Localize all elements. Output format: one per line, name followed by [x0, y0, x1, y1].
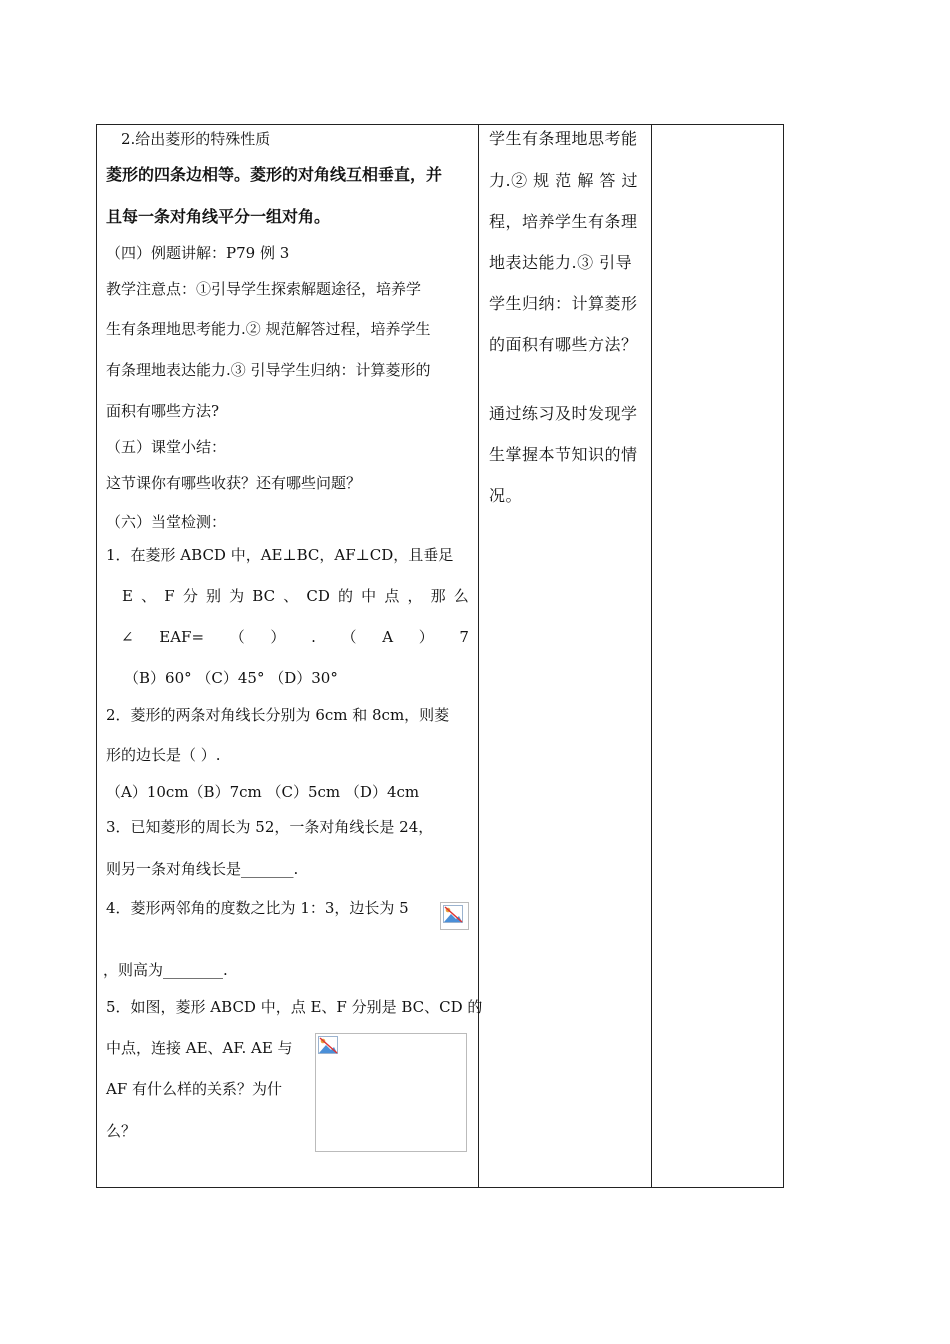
- notes-cell-empty: [652, 125, 783, 1187]
- q1-token: F: [164, 587, 175, 605]
- q1-token: A: [382, 628, 394, 646]
- q1-token: 别: [205, 587, 221, 605]
- q1-token: CD: [306, 587, 330, 605]
- intent-line: 学生有条理地思考能: [489, 129, 638, 148]
- intent-line: 地表达能力.③ 引导: [489, 253, 633, 272]
- rhombus-property-line2: 且每一条对角线平分一组对角。: [106, 207, 331, 226]
- question1-line3: [121, 627, 469, 647]
- q1-token: 中: [361, 587, 377, 605]
- q1-token: 分: [182, 587, 198, 605]
- q1-token: 点: [384, 587, 400, 605]
- item2-heading: 2.给出菱形的特殊性质: [121, 130, 271, 148]
- q1-token: ，: [407, 587, 423, 605]
- q1-token: E: [122, 587, 133, 605]
- main-content-cell: [97, 125, 483, 1187]
- rhombus-property-line1: 菱形的四条边相等。菱形的对角线互相垂直，并: [106, 165, 443, 184]
- rhombus-figure-image: [315, 1033, 467, 1152]
- question2-line1: 2．菱形的两条对角线长分别为 6cm 和 8cm，则菱: [106, 706, 450, 724]
- teaching-notes-line1: 教学注意点：①引导学生探索解题途径，培养学: [106, 280, 422, 298]
- question2-options: （A）10cm（B）7cm （C）5cm （D）4cm: [106, 783, 420, 801]
- lesson-plan-table: [96, 124, 784, 1188]
- test-heading: （六）当堂检测：: [106, 513, 227, 531]
- q1-token: ）: [270, 628, 286, 646]
- q1-token: 为: [229, 587, 245, 605]
- q1-token: （: [341, 628, 357, 646]
- question2-line2: 形的边长是（ ）.: [106, 746, 221, 764]
- question3-line2: 则另一条对角线长是_______.: [106, 860, 299, 878]
- intent-line: 通过练习及时发现学: [489, 404, 638, 423]
- question5-line4: 么？: [106, 1122, 137, 1140]
- example-heading: （四）例题讲解：P79 例 3: [106, 244, 290, 262]
- q1-token: .: [311, 628, 316, 646]
- intent-line: 力.② 规 范 解 答 过: [489, 171, 639, 190]
- q1-token: 那: [430, 587, 446, 605]
- intent-line: 的面积有哪些方法？: [489, 335, 638, 354]
- teaching-notes-line3: 有条理地表达能力.③ 引导学生归纳：计算菱形的: [106, 361, 431, 379]
- summary-heading: （五）课堂小结：: [106, 438, 227, 456]
- q1-token: 7: [459, 628, 469, 646]
- broken-image-icon: [318, 1036, 340, 1056]
- teaching-notes-line2: 生有条理地思考能力.② 规范解答过程，培养学生: [106, 320, 431, 338]
- question5-line1: 5．如图，菱形 ABCD 中，点 E、F 分别是 BC、CD 的: [106, 998, 483, 1016]
- question1-options: （B）60° （C）45° （D）30°: [124, 669, 338, 687]
- question5-line2: 中点，连接 AE、AF. AE 与: [106, 1039, 293, 1057]
- question1-line1: 1．在菱形 ABCD 中，AE⊥BC，AF⊥CD，且垂足: [106, 546, 454, 564]
- q1-token: EAF=: [159, 628, 205, 646]
- q1-token: 么: [453, 587, 469, 605]
- intent-line: 生掌握本节知识的情: [489, 445, 638, 464]
- intent-line: 况。: [489, 486, 523, 505]
- q1-token: 、: [283, 587, 299, 605]
- question4-line2: ，则高为________.: [103, 961, 228, 979]
- question3-line1: 3．已知菱形的周长为 52，一条对角线长是 24，: [106, 818, 434, 836]
- broken-image-icon: [440, 902, 469, 930]
- q1-token: ）: [418, 628, 434, 646]
- q1-token: 、: [141, 587, 157, 605]
- q1-token: BC: [252, 587, 276, 605]
- question5-line3: AF 有什么样的关系？为什: [106, 1080, 283, 1098]
- intent-line: 学生归纳：计算菱形: [489, 294, 638, 313]
- question4-line1: 4．菱形两邻角的度数之比为 1：3，边长为 5: [106, 899, 409, 917]
- teaching-notes-line4: 面积有哪些方法?: [106, 402, 220, 420]
- question1-line2: [122, 586, 469, 606]
- q1-token: （: [229, 628, 245, 646]
- summary-question: 这节课你有哪些收获？还有哪些问题？: [106, 474, 362, 492]
- q1-token: ∠: [121, 628, 134, 646]
- design-intent-cell: [479, 125, 651, 1187]
- intent-line: 程，培养学生有条理: [489, 212, 638, 231]
- q1-token: 的: [338, 587, 354, 605]
